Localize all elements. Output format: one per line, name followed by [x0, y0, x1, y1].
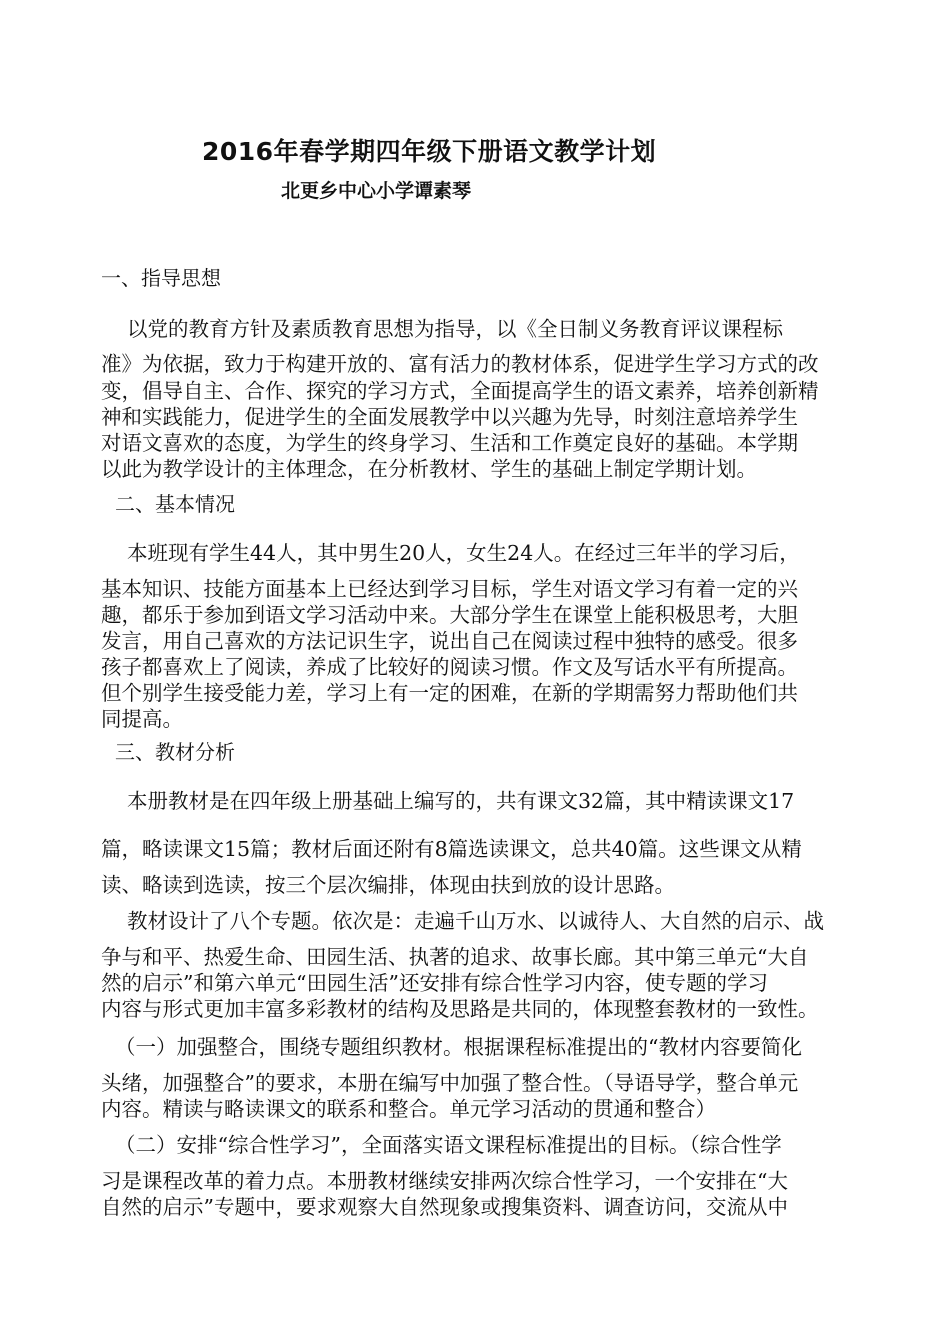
section-heading: 三、教材分析 [115, 740, 235, 764]
document-author: 北更乡中心小学谭素琴 [281, 180, 472, 202]
paragraph-line: 教材设计了八个专题。依次是：走遍千山万水、以诚待人、大自然的启示、战 [127, 909, 824, 933]
document-title: 2016年春学期四年级下册语文教学计划 [202, 137, 657, 166]
section-heading: 一、指导思想 [101, 266, 221, 290]
paragraph-line: 同提高。 [101, 707, 183, 731]
paragraph-line: 以此为教学设计的主体理念，在分析教材、学生的基础上制定学期计划。 [101, 457, 757, 481]
paragraph-line: 然的启示”和第六单元“田园生活”还安排有综合性学习内容，使专题的学习 [101, 971, 768, 995]
paragraph-line: 基本知识、技能方面基本上已经达到学习目标，学生对语文学习有着一定的兴 [101, 577, 798, 601]
paragraph-line: 内容与形式更加丰富多彩教材的结构及思路是共同的，体现整套教材的一致性。 [101, 997, 819, 1021]
paragraph-line: 神和实践能力，促进学生的全面发展教学中以兴趣为先导，时刻注意培养学生 [101, 405, 798, 429]
paragraph-line: 趣，都乐于参加到语文学习活动中来。大部分学生在课堂上能积极思考，大胆 [101, 603, 798, 627]
paragraph-line: （二）安排“综合性学习”，全面落实语文课程标准提出的目标。（综合性学 [115, 1133, 782, 1157]
paragraph-line: （一）加强整合，围绕专题组织教材。根据课程标准提出的“教材内容要简化 [115, 1035, 802, 1059]
paragraph-line: 准》为依据，致力于构建开放的、富有活力的教材体系，促进学生学习方式的改 [101, 352, 819, 376]
section-heading: 二、基本情况 [115, 492, 235, 516]
paragraph-line: 发言，用自己喜欢的方法记识生字，说出自己在阅读过程中独特的感受。很多 [101, 629, 798, 653]
paragraph-line: 但个别学生接受能力差，学习上有一定的困难，在新的学期需努力帮助他们共 [101, 681, 798, 705]
paragraph-line: 以党的教育方针及素质教育思想为指导，以《全日制义务教育评议课程标 [127, 317, 783, 341]
paragraph-line: 篇，略读课文15篇；教材后面还附有8篇选读课文，总共40篇。这些课文从精 [101, 837, 802, 861]
paragraph-line: 本册教材是在四年级上册基础上编写的，共有课文32篇，其中精读课文17 [127, 789, 795, 813]
paragraph-line: 变，倡导自主、合作、探究的学习方式，全面提高学生的语文素养，培养创新精 [101, 379, 819, 403]
paragraph-line: 内容。精读与略读课文的联系和整合。单元学习活动的贯通和整合） [101, 1097, 716, 1121]
paragraph-line: 本班现有学生44人，其中男生20人，女生24人。在经过三年半的学习后， [127, 541, 800, 565]
paragraph-line: 孩子都喜欢上了阅读，养成了比较好的阅读习惯。作文及写话水平有所提高。 [101, 655, 798, 679]
paragraph-line: 头绪，加强整合”的要求，本册在编写中加强了整合性。（导语导学，整合单元 [101, 1071, 799, 1095]
paragraph-line: 读、略读到选读，按三个层次编排，体现由扶到放的设计思路。 [101, 873, 675, 897]
paragraph-line: 自然的启示”专题中，要求观察大自然现象或搜集资料、调查访问，交流从中 [101, 1195, 788, 1219]
paragraph-line: 习是课程改革的着力点。本册教材继续安排两次综合性学习，一个安排在“大 [101, 1169, 788, 1193]
paragraph-line: 争与和平、热爱生命、田园生活、执著的追求、故事长廊。其中第三单元“大自 [101, 945, 809, 969]
paragraph-line: 对语文喜欢的态度，为学生的终身学习、生活和工作奠定良好的基础。本学期 [101, 431, 798, 455]
